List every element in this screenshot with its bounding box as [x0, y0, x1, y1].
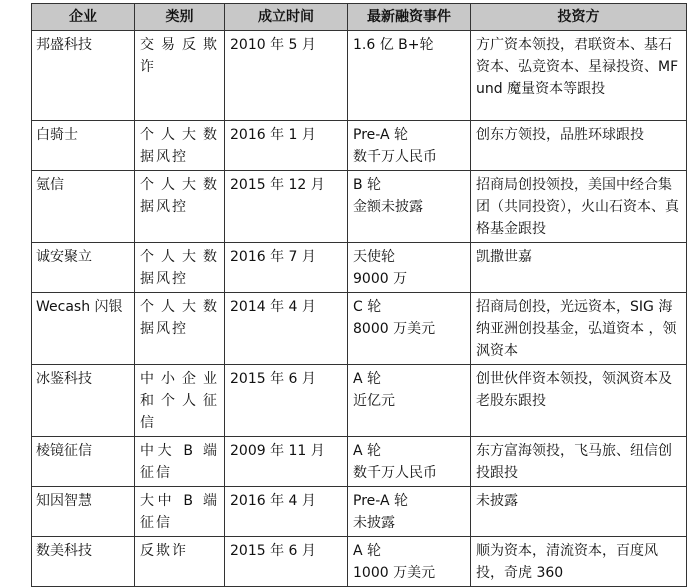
founded-cell: 2016 年 1 月: [225, 121, 348, 171]
investors-cell: 招商局创投领投，美国中经合集团（共同投资），火山石资本、真格基金跟投: [471, 171, 687, 243]
company-cell: 邦盛科技: [32, 31, 135, 121]
founded-cell: 2015 年 6 月: [225, 365, 348, 437]
funding-cell: [348, 537, 471, 587]
table-row: [32, 171, 687, 243]
investors-cell: 凯撒世嘉: [471, 243, 687, 293]
founded-cell: 2015 年 12 月: [225, 171, 348, 243]
table-row: [32, 293, 687, 365]
category-cell: 中大 B 端征信: [135, 437, 225, 487]
founded-cell: 2016 年 4 月: [225, 487, 348, 537]
founded-cell: 2010 年 5 月: [225, 31, 348, 121]
funding-line: 1000 万美元: [353, 565, 436, 581]
table-row: [32, 537, 687, 587]
funding-line: C 轮: [353, 299, 382, 315]
company-cell: 数美科技: [32, 537, 135, 587]
funding-line: A 轮: [353, 371, 382, 387]
founded-cell: 2016 年 7 月: [225, 243, 348, 293]
table-row: [32, 437, 687, 487]
investors-cell: 创东方领投，品胜环球跟投: [471, 121, 687, 171]
category-cell: 大中 B 端征信: [135, 487, 225, 537]
company-cell: 白骑士: [32, 121, 135, 171]
funding-line: Pre-A 轮: [353, 493, 409, 509]
funding-line: 9000 万: [353, 271, 408, 287]
funding-cell: [348, 121, 471, 171]
investors-cell: 招商局创投，光远资本，SIG 海纳亚洲创投基金，弘道资本 ，领沨资本: [471, 293, 687, 365]
investors-cell: 顺为资本，清流资本，百度风投，奇虎 360: [471, 537, 687, 587]
category-cell: 个人大数据风控: [135, 171, 225, 243]
header-category: 类别: [135, 4, 225, 31]
table-row: [32, 365, 687, 437]
funding-line: A 轮: [353, 443, 382, 459]
funding-line: 近亿元: [353, 393, 395, 409]
company-cell: Wecash 闪银: [32, 293, 135, 365]
funding-line: 1.6 亿 B+轮: [353, 37, 434, 53]
table-row: [32, 31, 687, 121]
investment-table: [31, 3, 687, 587]
category-cell: 个人大数据风控: [135, 121, 225, 171]
category-cell: 个人大数据风控: [135, 293, 225, 365]
funding-cell: [348, 31, 471, 121]
header-founded: 成立时间: [225, 4, 348, 31]
category-cell: 个人大数据风控: [135, 243, 225, 293]
investors-cell: 方广资本领投，君联资本、基石资本、弘竞资本、星禄投资、MFund 魔量资本等跟投: [471, 31, 687, 121]
funding-line: 金额未披露: [353, 199, 423, 215]
funding-cell: [348, 365, 471, 437]
founded-cell: 2014 年 4 月: [225, 293, 348, 365]
company-cell: 诚安聚立: [32, 243, 135, 293]
table-row: [32, 243, 687, 293]
category-cell: 中小企业和个人征信: [135, 365, 225, 437]
funding-line: 8000 万美元: [353, 321, 436, 337]
header-company: 企业: [32, 4, 135, 31]
company-cell: 氪信: [32, 171, 135, 243]
company-cell: 冰鉴科技: [32, 365, 135, 437]
table-row: [32, 487, 687, 537]
funding-line: 数千万人民币: [353, 465, 437, 481]
founded-cell: 2015 年 6 月: [225, 537, 348, 587]
funding-line: Pre-A 轮: [353, 127, 409, 143]
header-investors: 投资方: [471, 4, 687, 31]
funding-cell: [348, 487, 471, 537]
funding-cell: [348, 293, 471, 365]
category-cell: 交易反欺诈: [135, 31, 225, 121]
funding-line: A 轮: [353, 543, 382, 559]
funding-line: B 轮: [353, 177, 382, 193]
table-header-row: [32, 4, 687, 31]
company-cell: 棱镜征信: [32, 437, 135, 487]
founded-cell: 2009 年 11 月: [225, 437, 348, 487]
category-cell: 反欺诈: [135, 537, 225, 587]
company-cell: 知因智慧: [32, 487, 135, 537]
investors-cell: 未披露: [471, 487, 687, 537]
funding-cell: [348, 171, 471, 243]
investors-cell: 东方富海领投，飞马旅、纽信创投跟投: [471, 437, 687, 487]
funding-line: 天使轮: [353, 249, 395, 265]
investors-cell: 创世伙伴资本领投，领沨资本及老股东跟投: [471, 365, 687, 437]
table-row: [32, 121, 687, 171]
header-funding: 最新融资事件: [348, 4, 471, 31]
funding-cell: [348, 243, 471, 293]
funding-cell: [348, 437, 471, 487]
funding-line: 未披露: [353, 515, 395, 531]
funding-line: 数千万人民币: [353, 149, 437, 165]
